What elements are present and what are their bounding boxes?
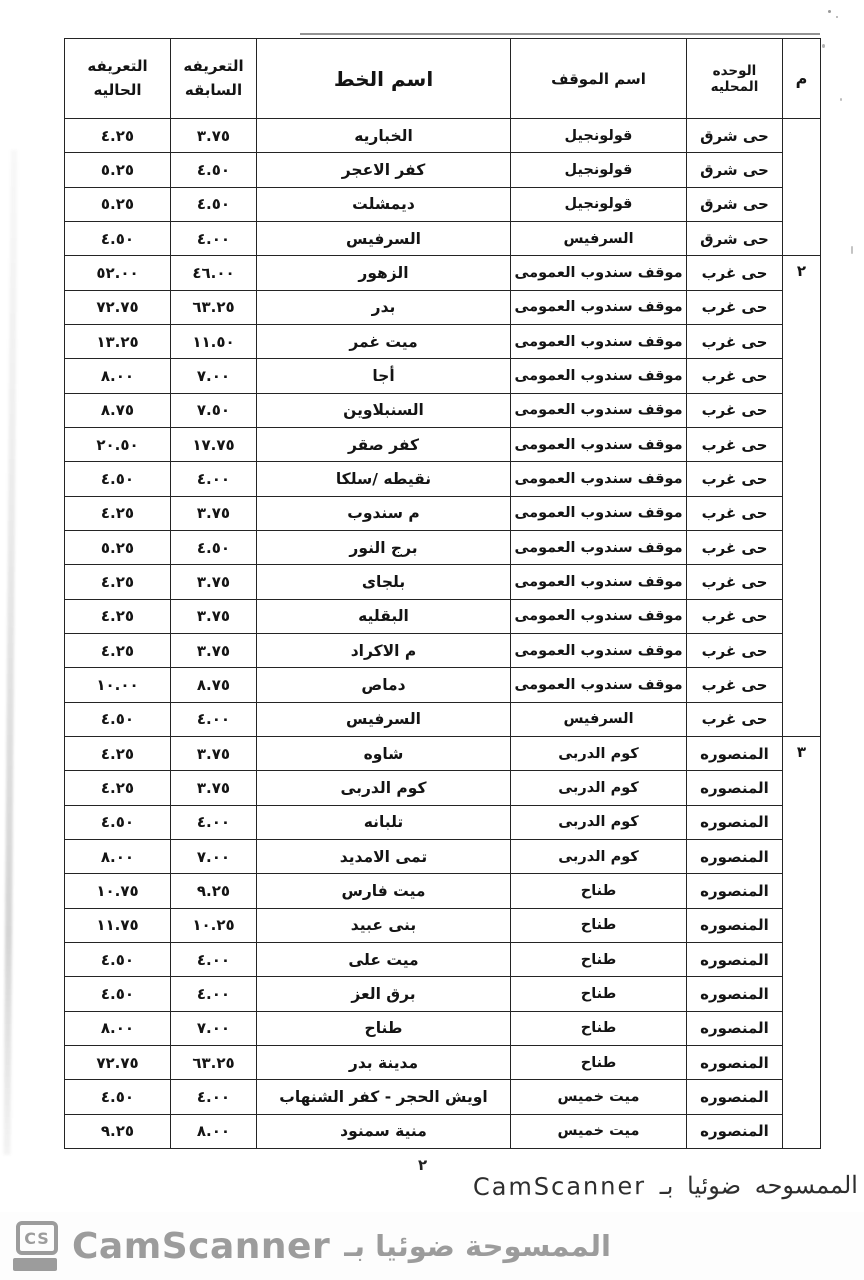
- cell-unit: حى غرب: [687, 668, 783, 702]
- table-row: [65, 702, 821, 736]
- table-row: [65, 839, 821, 873]
- camscanner-handwritten-watermark: [473, 1171, 858, 1201]
- table-row: [65, 1114, 821, 1148]
- table-row: [65, 565, 821, 599]
- cell-prev-tariff: ٤.٠٠: [171, 942, 257, 976]
- header-local-unit: الوحده المحليه: [687, 39, 783, 119]
- table-row: [65, 153, 821, 187]
- table-row: [65, 805, 821, 839]
- cell-prev-tariff: ٣.٧٥: [171, 736, 257, 770]
- cell-line: دماص: [257, 668, 511, 702]
- cell-unit: حى غرب: [687, 599, 783, 633]
- table-header-row: [65, 39, 821, 119]
- cell-line: كفر الاعجر: [257, 153, 511, 187]
- cell-line: بنى عبيد: [257, 908, 511, 942]
- cell-curr-tariff: ٥٢.٠٠: [65, 256, 171, 290]
- cell-curr-tariff: ٨.٠٠: [65, 359, 171, 393]
- cell-line: ميت على: [257, 942, 511, 976]
- cell-line: كفر صقر: [257, 427, 511, 461]
- cell-station: موقف سندوب العمومى: [511, 290, 687, 324]
- cell-unit: المنصوره: [687, 908, 783, 942]
- cell-unit: المنصوره: [687, 942, 783, 976]
- cell-unit: المنصوره: [687, 977, 783, 1011]
- cell-prev-tariff: ٤.٥٠: [171, 187, 257, 221]
- cell-station: موقف سندوب العمومى: [511, 530, 687, 564]
- camscanner-logo-icon: [16, 1221, 58, 1271]
- cell-line: الخباريه: [257, 119, 511, 153]
- cell-line: م الاكراد: [257, 633, 511, 667]
- cell-unit: المنصوره: [687, 1114, 783, 1148]
- cell-unit: المنصوره: [687, 1045, 783, 1079]
- cell-prev-tariff: ٣.٧٥: [171, 119, 257, 153]
- cell-unit: المنصوره: [687, 839, 783, 873]
- cell-unit: المنصوره: [687, 874, 783, 908]
- cell-curr-tariff: ٤.٥٠: [65, 977, 171, 1011]
- cell-line: الزهور: [257, 256, 511, 290]
- cell-curr-tariff: ٢٠.٥٠: [65, 427, 171, 461]
- table-row: [65, 462, 821, 496]
- table-row: [65, 668, 821, 702]
- scan-artifact-speck: [840, 98, 842, 101]
- cell-prev-tariff: ٦٣.٢٥: [171, 1045, 257, 1079]
- cell-line: برج النور: [257, 530, 511, 564]
- cell-prev-tariff: ٣.٧٥: [171, 565, 257, 599]
- cell-prev-tariff: ٤٦.٠٠: [171, 256, 257, 290]
- table-row: [65, 530, 821, 564]
- scan-artifact-speck: [851, 246, 853, 254]
- cell-line: برق العز: [257, 977, 511, 1011]
- cell-curr-tariff: ١٣.٢٥: [65, 324, 171, 358]
- cell-station: موقف سندوب العمومى: [511, 565, 687, 599]
- cell-prev-tariff: ٦٣.٢٥: [171, 290, 257, 324]
- table-row: [65, 977, 821, 1011]
- cell-prev-tariff: ٧.٠٠: [171, 1011, 257, 1045]
- cell-line: البقليه: [257, 599, 511, 633]
- table-row: [65, 1080, 821, 1114]
- cell-station: طناح: [511, 908, 687, 942]
- table-row: [65, 290, 821, 324]
- cell-prev-tariff: ٨.٧٥: [171, 668, 257, 702]
- cell-station: موقف سندوب العمومى: [511, 462, 687, 496]
- cell-unit: حى شرق: [687, 153, 783, 187]
- cell-line: ميت غمر: [257, 324, 511, 358]
- cell-curr-tariff: ٨.٧٥: [65, 393, 171, 427]
- header-line-name: اسم الخط: [257, 39, 511, 119]
- cell-prev-tariff: ٤.٥٠: [171, 530, 257, 564]
- group-index-cell: [783, 119, 821, 256]
- cell-station: موقف سندوب العمومى: [511, 668, 687, 702]
- cell-station: طناح: [511, 942, 687, 976]
- cell-curr-tariff: ٨.٠٠: [65, 1011, 171, 1045]
- cell-station: موقف سندوب العمومى: [511, 359, 687, 393]
- cell-station: موقف سندوب العمومى: [511, 496, 687, 530]
- cell-line: اويش الحجر - كفر الشنهاب: [257, 1080, 511, 1114]
- cell-unit: المنصوره: [687, 1080, 783, 1114]
- table-row: [65, 874, 821, 908]
- cell-prev-tariff: ٣.٧٥: [171, 496, 257, 530]
- cell-curr-tariff: ٤.٢٥: [65, 771, 171, 805]
- cell-curr-tariff: ٨.٠٠: [65, 839, 171, 873]
- cell-station: قولونجيل: [511, 119, 687, 153]
- cell-curr-tariff: ٩.٢٥: [65, 1114, 171, 1148]
- cell-prev-tariff: ٤.٠٠: [171, 1080, 257, 1114]
- cell-station: كوم الدربى: [511, 736, 687, 770]
- cell-curr-tariff: ٥.٢٥: [65, 187, 171, 221]
- cell-prev-tariff: ١٠.٢٥: [171, 908, 257, 942]
- tariff-table: [64, 38, 821, 1149]
- cell-line: تلبانه: [257, 805, 511, 839]
- cell-station: موقف سندوب العمومى: [511, 256, 687, 290]
- cell-line: تمى الامديد: [257, 839, 511, 873]
- camscanner-footer-bar: [0, 1212, 864, 1280]
- table-row: [65, 1045, 821, 1079]
- cell-curr-tariff: ٤.٥٠: [65, 702, 171, 736]
- table-row: [65, 324, 821, 358]
- table-row: [65, 187, 821, 221]
- cell-curr-tariff: ٤.٥٠: [65, 221, 171, 255]
- watermark-latin-text: CamScanner: [473, 1172, 647, 1202]
- cell-prev-tariff: ٧.٥٠: [171, 393, 257, 427]
- cell-curr-tariff: ٤.٢٥: [65, 565, 171, 599]
- cell-unit: حى غرب: [687, 427, 783, 461]
- watermark-arabic-text: الممسوحه ضوئيا بـ: [659, 1170, 859, 1201]
- cell-unit: حى غرب: [687, 256, 783, 290]
- cell-line: كوم الدربى: [257, 771, 511, 805]
- cell-unit: حى غرب: [687, 359, 783, 393]
- cell-prev-tariff: ٩.٢٥: [171, 874, 257, 908]
- cell-prev-tariff: ٤.٠٠: [171, 462, 257, 496]
- cell-unit: المنصوره: [687, 736, 783, 770]
- table-row: [65, 771, 821, 805]
- cell-line: ميت فارس: [257, 874, 511, 908]
- cell-station: موقف سندوب العمومى: [511, 427, 687, 461]
- table-row: [65, 496, 821, 530]
- cell-prev-tariff: ١٧.٧٥: [171, 427, 257, 461]
- cell-line: مدينة بدر: [257, 1045, 511, 1079]
- cell-unit: حى غرب: [687, 496, 783, 530]
- cell-curr-tariff: ٤.٥٠: [65, 942, 171, 976]
- header-current-tariff: التعريفه الحاليه: [65, 39, 171, 119]
- cell-station: طناح: [511, 1011, 687, 1045]
- page-number: ٢: [418, 1156, 428, 1174]
- cell-prev-tariff: ٤.٥٠: [171, 153, 257, 187]
- cell-unit: حى غرب: [687, 702, 783, 736]
- group-index-cell: ٣: [783, 736, 821, 1148]
- cell-station: قولونجيل: [511, 153, 687, 187]
- cell-prev-tariff: ٤.٠٠: [171, 221, 257, 255]
- cell-unit: حى غرب: [687, 462, 783, 496]
- cell-prev-tariff: ٤.٠٠: [171, 702, 257, 736]
- cell-station: موقف سندوب العمومى: [511, 633, 687, 667]
- cell-curr-tariff: ٤.٥٠: [65, 462, 171, 496]
- cell-prev-tariff: ٣.٧٥: [171, 599, 257, 633]
- scan-artifact-double-line: [300, 33, 820, 35]
- cell-curr-tariff: ١٠.٧٥: [65, 874, 171, 908]
- scan-artifact-fold-shadow: [3, 150, 17, 1155]
- table-row: [65, 119, 821, 153]
- cell-prev-tariff: ٧.٠٠: [171, 839, 257, 873]
- cell-unit: المنصوره: [687, 1011, 783, 1045]
- group-index-cell: ٢: [783, 256, 821, 737]
- cell-station: كوم الدربى: [511, 771, 687, 805]
- table-row: [65, 1011, 821, 1045]
- cell-unit: حى شرق: [687, 221, 783, 255]
- cell-unit: حى غرب: [687, 290, 783, 324]
- table-row: [65, 256, 821, 290]
- footer-brand-text: CamScanner: [72, 1225, 331, 1267]
- cell-line: السنبلاوين: [257, 393, 511, 427]
- table-row: [65, 736, 821, 770]
- cell-station: قولونجيل: [511, 187, 687, 221]
- cell-station: ميت خميس: [511, 1114, 687, 1148]
- table-row: [65, 221, 821, 255]
- cell-unit: حى غرب: [687, 633, 783, 667]
- cs-logo-tab: [13, 1258, 57, 1271]
- cell-curr-tariff: ٤.٥٠: [65, 1080, 171, 1114]
- cell-station: موقف سندوب العمومى: [511, 599, 687, 633]
- cell-line: م سندوب: [257, 496, 511, 530]
- scan-artifact-speck: [836, 16, 838, 18]
- cell-curr-tariff: ٤.٢٥: [65, 599, 171, 633]
- scan-artifact-speck: [822, 44, 825, 48]
- header-index: م: [783, 39, 821, 119]
- header-station-name: اسم الموقف: [511, 39, 687, 119]
- table-row: [65, 599, 821, 633]
- cell-unit: حى شرق: [687, 119, 783, 153]
- cell-curr-tariff: ٧٢.٧٥: [65, 290, 171, 324]
- cell-line: طناح: [257, 1011, 511, 1045]
- table-row: [65, 393, 821, 427]
- cell-station: طناح: [511, 874, 687, 908]
- cell-prev-tariff: ٨.٠٠: [171, 1114, 257, 1148]
- cell-station: طناح: [511, 977, 687, 1011]
- table-row: [65, 942, 821, 976]
- cell-curr-tariff: ٤.٢٥: [65, 633, 171, 667]
- cell-prev-tariff: ٣.٧٥: [171, 633, 257, 667]
- cell-unit: حى غرب: [687, 324, 783, 358]
- cell-prev-tariff: ١١.٥٠: [171, 324, 257, 358]
- cell-station: طناح: [511, 1045, 687, 1079]
- cell-line: منية سمنود: [257, 1114, 511, 1148]
- cell-prev-tariff: ٧.٠٠: [171, 359, 257, 393]
- cell-station: موقف سندوب العمومى: [511, 393, 687, 427]
- cell-curr-tariff: ٤.٢٥: [65, 119, 171, 153]
- cell-unit: حى غرب: [687, 393, 783, 427]
- cs-logo-box: CS: [16, 1221, 58, 1255]
- cell-unit: حى غرب: [687, 565, 783, 599]
- cell-curr-tariff: ٤.٥٠: [65, 805, 171, 839]
- cell-unit: المنصوره: [687, 805, 783, 839]
- cell-station: كوم الدربى: [511, 805, 687, 839]
- cell-station: ميت خميس: [511, 1080, 687, 1114]
- scan-artifact-speck: [828, 10, 831, 13]
- cell-station: كوم الدربى: [511, 839, 687, 873]
- cell-curr-tariff: ١٠.٠٠: [65, 668, 171, 702]
- cell-station: موقف سندوب العمومى: [511, 324, 687, 358]
- cell-curr-tariff: ٥.٢٥: [65, 153, 171, 187]
- cell-unit: حى غرب: [687, 530, 783, 564]
- cell-curr-tariff: ٤.٢٥: [65, 736, 171, 770]
- table-row: [65, 908, 821, 942]
- cell-unit: المنصوره: [687, 771, 783, 805]
- cell-station: السرفيس: [511, 702, 687, 736]
- table-row: [65, 359, 821, 393]
- cell-line: بلجاى: [257, 565, 511, 599]
- cell-prev-tariff: ٤.٠٠: [171, 805, 257, 839]
- cell-line: أجا: [257, 359, 511, 393]
- cell-unit: حى شرق: [687, 187, 783, 221]
- cell-line: ديمشلت: [257, 187, 511, 221]
- cell-line: السرفيس: [257, 702, 511, 736]
- cell-curr-tariff: ٤.٢٥: [65, 496, 171, 530]
- cell-curr-tariff: ٥.٢٥: [65, 530, 171, 564]
- table-row: [65, 427, 821, 461]
- cell-curr-tariff: ٧٢.٧٥: [65, 1045, 171, 1079]
- cell-line: بدر: [257, 290, 511, 324]
- cell-line: شاوه: [257, 736, 511, 770]
- cell-station: السرفيس: [511, 221, 687, 255]
- cell-curr-tariff: ١١.٧٥: [65, 908, 171, 942]
- cell-prev-tariff: ٤.٠٠: [171, 977, 257, 1011]
- cell-line: نقيطه /سلكا: [257, 462, 511, 496]
- cell-prev-tariff: ٣.٧٥: [171, 771, 257, 805]
- table-row: [65, 633, 821, 667]
- cell-line: السرفيس: [257, 221, 511, 255]
- footer-arabic-text: الممسوحة ضوئيا بـ: [344, 1229, 611, 1263]
- header-previous-tariff: التعريفه السابقه: [171, 39, 257, 119]
